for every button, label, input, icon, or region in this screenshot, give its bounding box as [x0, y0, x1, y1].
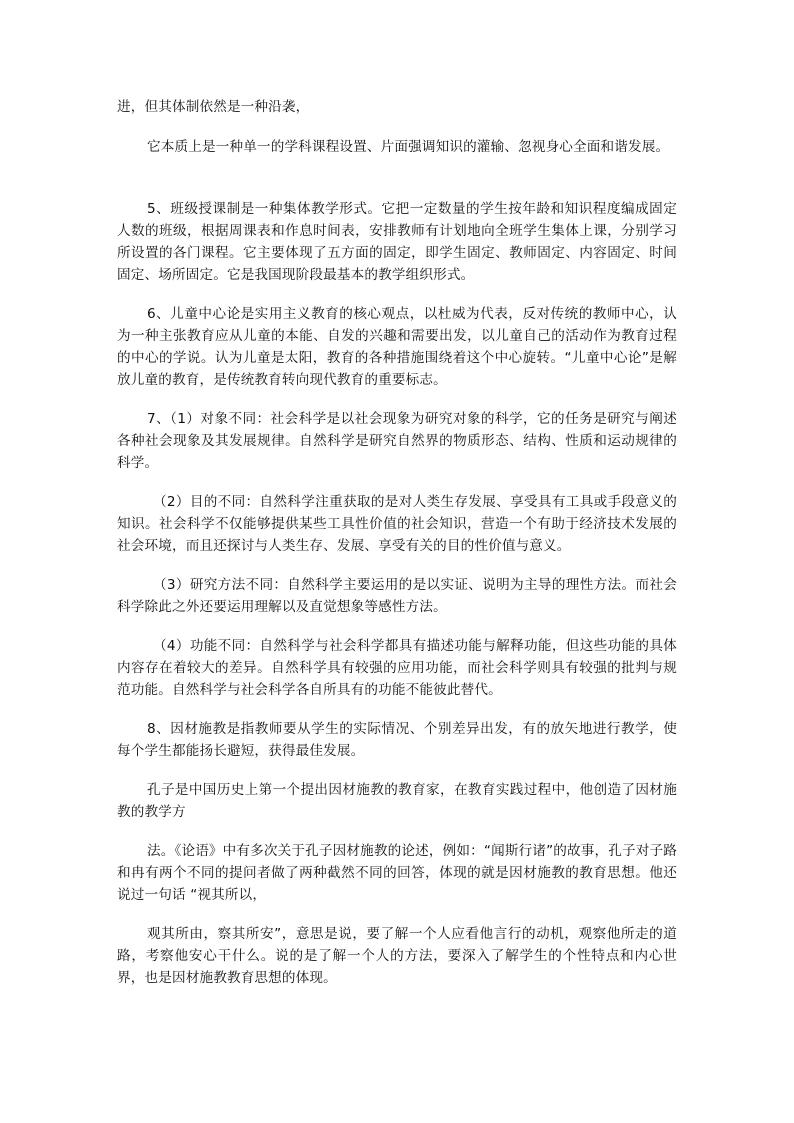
paragraph-item-7-1: 7、（1）对象不同：社会科学是以社会现象为研究对象的科学，它的任务是研究与阐述各种社会现象及其发展规律。自然科学是研究自然界的物质形态、结构、性质和运动规律的科学。: [117, 411, 677, 471]
paragraph-confucius: 孔子是中国历史上第一个提出因材施教的教育家，在教育实践过程中，他创造了因材施教的教学方: [117, 782, 677, 820]
document-page: [117, 96, 677, 989]
paragraph-continuation: 进，但其体制依然是一种沿袭，: [117, 99, 310, 115]
paragraph-item-7-3: （3）研究方法不同：自然科学主要运用的是以实证、说明为主导的理性方法。而社会科学除此之外还要运用理解以及直觉想象等感性方法。: [117, 577, 677, 615]
paragraph-analects: 法。《论语》中有多次关于孔子因材施教的论述，例如：“闻斯行诸”的故事，孔子对子路和冉有两个不同的提问者做了两种截然不同的回答，体现的就是因材施教的教育思想。他还说过一句话 “视其所以，: [117, 843, 677, 903]
paragraph-item-8: 8、因材施教是指教师要从学生的实际情况、个别差异出发，有的放矢地进行教学，使每个学生都能扬长避短，获得最佳发展。: [117, 721, 677, 759]
paragraph-item-6: 6、儿童中心论是实用主义教育的核心观点，以杜威为代表，反对传统的教师中心，认为一种主张教育应从儿童的本能、自发的兴趣和需要出发，以儿童自己的活动作为教育过程的中心的学说。认为儿童是太阳，教育的各种措施围绕着这个中心旋转。“儿童中心论”是解放儿童的教育，是传统教育转向现代教育的重要标志。: [117, 306, 677, 388]
paragraph-item-5: 5、班级授课制是一种集体教学形式。它把一定数量的学生按年龄和知识程度编成固定人数的班级，根据周课表和作息时间表，安排教师有计划地向全班学生集体上课，分别学习所设置的各门课程。它主要体现了五方面的固定，即学生固定、教师固定、内容固定、时间固定、场所固定。它是我国现阶段最基本的教学组织形式。: [117, 201, 677, 283]
paragraph-essence: 它本质上是一种单一的学科课程设置、片面强调知识的灌输、忽视身心全面和谐发展。: [147, 139, 670, 155]
paragraph-item-7-2: （2）目的不同：自然科学注重获取的是对人类生存发展、享受具有工具或手段意义的知识。社会科学不仅能够提供某些工具性价值的社会知识，营造一个有助于经济技术发展的社会环境，而且还探讨与人类生存、发展、享受有关的目的性价值与意义。: [117, 494, 677, 554]
paragraph-conclusion: 观其所由，察其所安”，意思是说，要了解一个人应看他言行的动机，观察他所走的道路，考察他安心干什么。说的是了解一个人的方法，要深入了解学生的个性特点和内心世界，也是因材施教教育思想的体现。: [117, 926, 677, 986]
paragraph-item-7-4: （4）功能不同：自然科学与社会科学都具有描述功能与解释功能，但这些功能的具体内容存在着较大的差异。自然科学具有较强的应用功能，而社会科学则具有较强的批判与规范功能。自然科学与社会科学各自所具有的功能不能彼此替代。: [117, 638, 677, 698]
